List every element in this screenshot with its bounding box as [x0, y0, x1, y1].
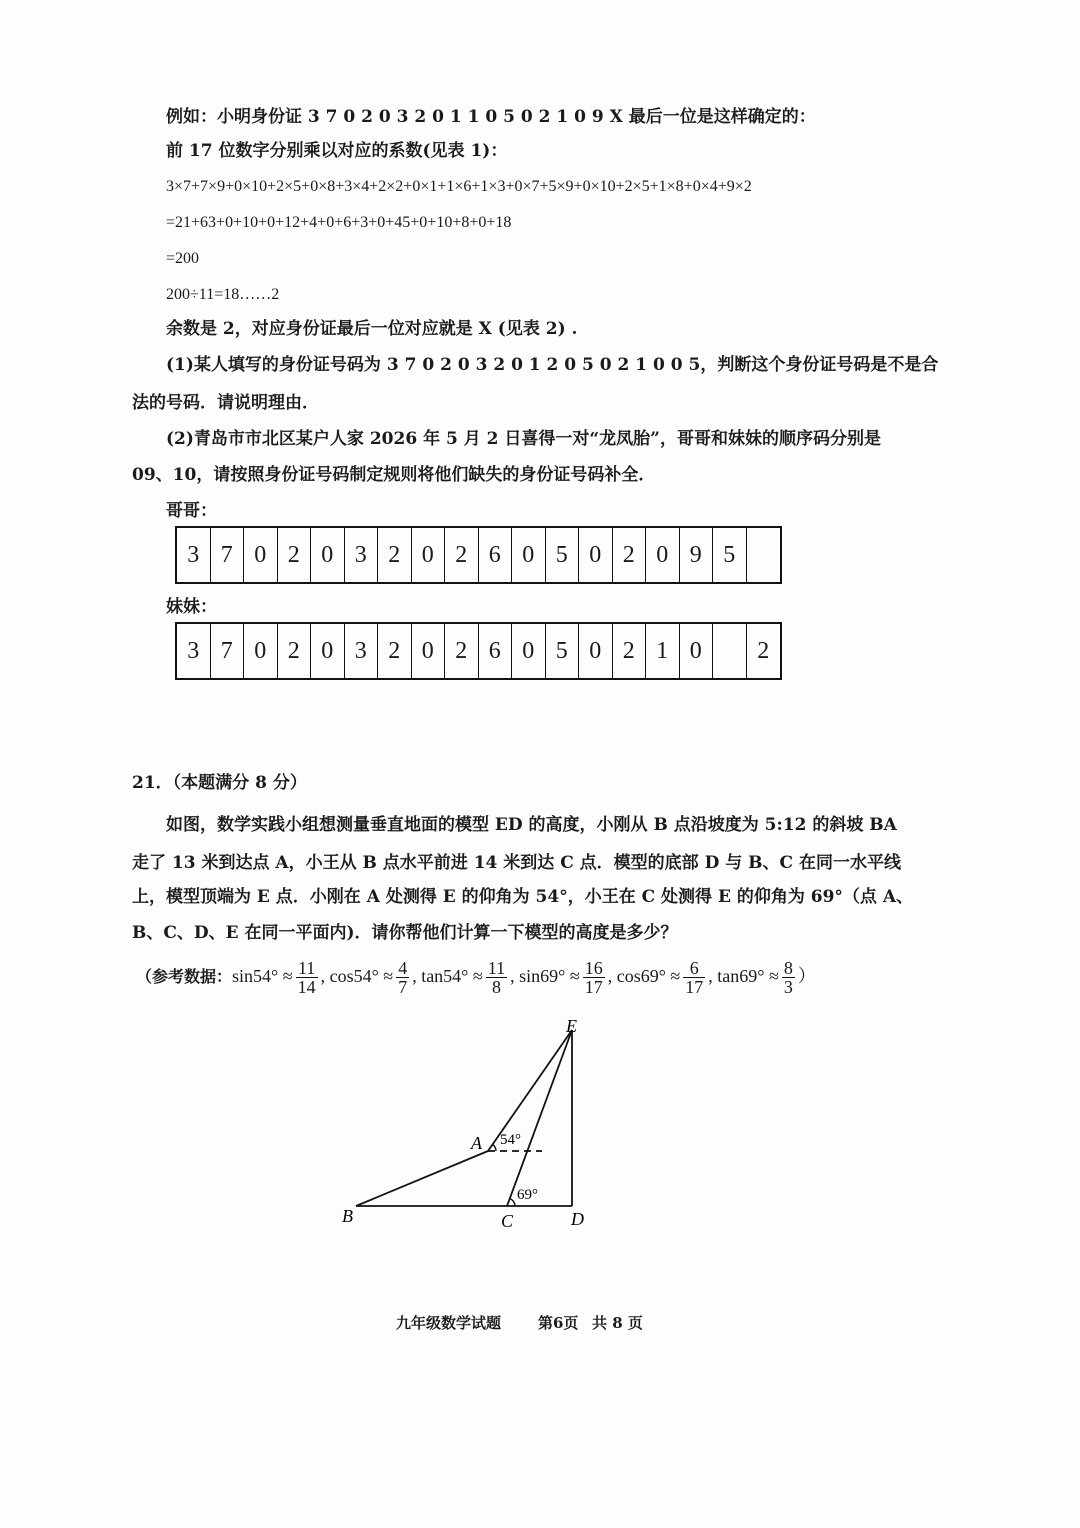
id-cell: 9 [680, 528, 714, 582]
id-cell: 0 [646, 528, 680, 582]
question-2-line-1: (2)青岛市市北区某户人家 2026 年 5 月 2 日喜得一对“龙凤胎”，哥哥和妹妹的顺序码分别是 [166, 429, 881, 449]
question-21-para-4: B、C、D、E 在同一平面内)．请你帮他们计算一下模型的高度是多少？ [132, 923, 678, 943]
id-cell: 0 [412, 528, 446, 582]
id-cell: 2 [278, 624, 312, 678]
line-ce [507, 1030, 572, 1206]
id-cell: 2 [378, 528, 412, 582]
id-cell: 3 [345, 528, 379, 582]
id-cell: 5 [713, 528, 747, 582]
label-a: A [471, 1133, 482, 1153]
question-2-line-2: 09、10，请按照身份证号码制定规则将他们缺失的身份证号码补全． [132, 465, 656, 485]
id-cell: 0 [512, 624, 546, 678]
id-cell: 0 [579, 528, 613, 582]
reference-data: （参考数据：sin54° ≈ $\frac{11}{14}$ , cos54° ≈ $\frac{4}{7}$ , tan54° ≈ $\frac{11}{8}$ , sin69° ≈ $\frac{16}{17}$ , cos69° ≈ $\frac{6}{17}$ , tan69° ≈ $\frac{8}{3}$ ） [136, 958, 816, 998]
formula-line-3: =200 [166, 250, 200, 267]
id-cell: 7 [211, 528, 245, 582]
id-cell: 0 [579, 624, 613, 678]
id-cell: 0 [311, 528, 345, 582]
geometry-figure [320, 1010, 620, 1240]
brother-id-grid [175, 526, 782, 584]
example-intro: 例如：小明身份证 3 7 0 2 0 3 2 0 1 1 0 5 0 2 1 0 9 X 最后一位是这样确定的： [166, 107, 816, 127]
id-cell: 0 [412, 624, 446, 678]
sister-label: 妹妹： [166, 597, 217, 617]
label-b: B [342, 1206, 353, 1226]
fraction: $\frac{4}{7}$ [398, 958, 408, 998]
id-cell: 3 [177, 528, 211, 582]
angle-label-c: 69° [517, 1187, 538, 1203]
fraction: $\frac{8}{3}$ [783, 958, 793, 998]
fraction: $\frac{11}{14}$ [297, 958, 316, 998]
id-cell: 2 [613, 528, 647, 582]
id-cell: 7 [211, 624, 245, 678]
question-1-line-2: 法的号码．请说明理由． [132, 393, 319, 413]
ref-fn: sin69° ≈ [519, 966, 580, 986]
id-cell: 3 [345, 624, 379, 678]
question-1-line-1: (1)某人填写的身份证号码为 3 7 0 2 0 3 2 0 1 2 0 5 0 2 1 0 0 5，判断这个身份证号码是不是合 [166, 355, 939, 375]
reference-label: （参考数据： [136, 967, 233, 986]
fraction: $\frac{11}{8}$ [487, 958, 506, 998]
id-cell: 0 [244, 624, 278, 678]
id-cell: 3 [177, 624, 211, 678]
footer-page: 第6页 [538, 1314, 579, 1332]
remainder-line: 余数是 2，对应身份证最后一位对应就是 X (见表 2) . [166, 319, 578, 339]
step-intro: 前 17 位数字分别乘以对应的系数(见表 1)： [166, 141, 508, 161]
id-cell-blank[interactable] [713, 624, 747, 678]
angle-arc-a [493, 1145, 497, 1152]
question-21-header: 21．（本题满分 8 分） [132, 773, 307, 793]
ref-fn: cos69° ≈ [616, 966, 681, 986]
brother-label: 哥哥： [166, 501, 217, 521]
label-e: E [566, 1016, 577, 1036]
id-cell: 5 [546, 528, 580, 582]
question-21-para-3: 上，模型顶端为 E 点．小刚在 A 处测得 E 的仰角为 54°，小王在 C 处测得 E 的仰角为 69°（点 A、 [132, 887, 914, 907]
id-cell: 0 [512, 528, 546, 582]
formula-line-2: =21+63+0+10+0+12+4+0+6+3+0+45+0+10+8+0+18 [166, 214, 512, 231]
id-cell-blank[interactable] [747, 528, 781, 582]
id-cell: 0 [244, 528, 278, 582]
id-cell: 6 [479, 528, 513, 582]
label-c: C [501, 1211, 514, 1231]
line-ba [356, 1151, 488, 1206]
id-cell: 0 [311, 624, 345, 678]
id-cell: 5 [546, 624, 580, 678]
id-cell: 2 [378, 624, 412, 678]
id-cell: 2 [278, 528, 312, 582]
formula-line-4: 200÷11=18……2 [166, 286, 280, 303]
id-cell: 6 [479, 624, 513, 678]
question-21-para-2: 走了 13 米到达点 A，小王从 B 点水平前进 14 米到达 C 点．模型的底部 D 与 B、C 在同一水平线 [132, 853, 901, 873]
id-cell: 1 [646, 624, 680, 678]
id-cell: 2 [757, 637, 770, 664]
fraction: $\frac{6}{17}$ [685, 958, 704, 998]
question-21-para-1: 如图，数学实践小组想测量垂直地面的模型 ED 的高度，小刚从 B 点沿坡度为 5:12 的斜坡 BA [166, 815, 897, 835]
label-d: D [571, 1209, 584, 1229]
id-cell: 2 [445, 528, 479, 582]
footer-total: 共 8 页 [592, 1314, 643, 1332]
footer-subject: 九年级数学试题 [396, 1314, 502, 1332]
sister-id-grid [175, 622, 782, 680]
ref-close: ） [797, 966, 816, 986]
ref-fn: sin54° ≈ [232, 966, 293, 986]
id-cell: 2 [613, 624, 647, 678]
fraction: $\frac{16}{17}$ [584, 958, 603, 998]
ref-fn: cos54° ≈ [329, 966, 394, 986]
angle-arc-c [510, 1199, 515, 1207]
angle-label-a: 54° [500, 1132, 521, 1148]
ref-fn: tan69° ≈ [717, 966, 779, 986]
ref-fn: tan54° ≈ [421, 966, 483, 986]
id-cell: 0 [680, 624, 714, 678]
formula-line-1: 3×7+7×9+0×10+2×5+0×8+3×4+2×2+0×1+1×6+1×3+0×7+5×9+0×10+2×5+1×8+0×4+9×2 [166, 178, 752, 195]
id-cell: 2 [445, 624, 479, 678]
